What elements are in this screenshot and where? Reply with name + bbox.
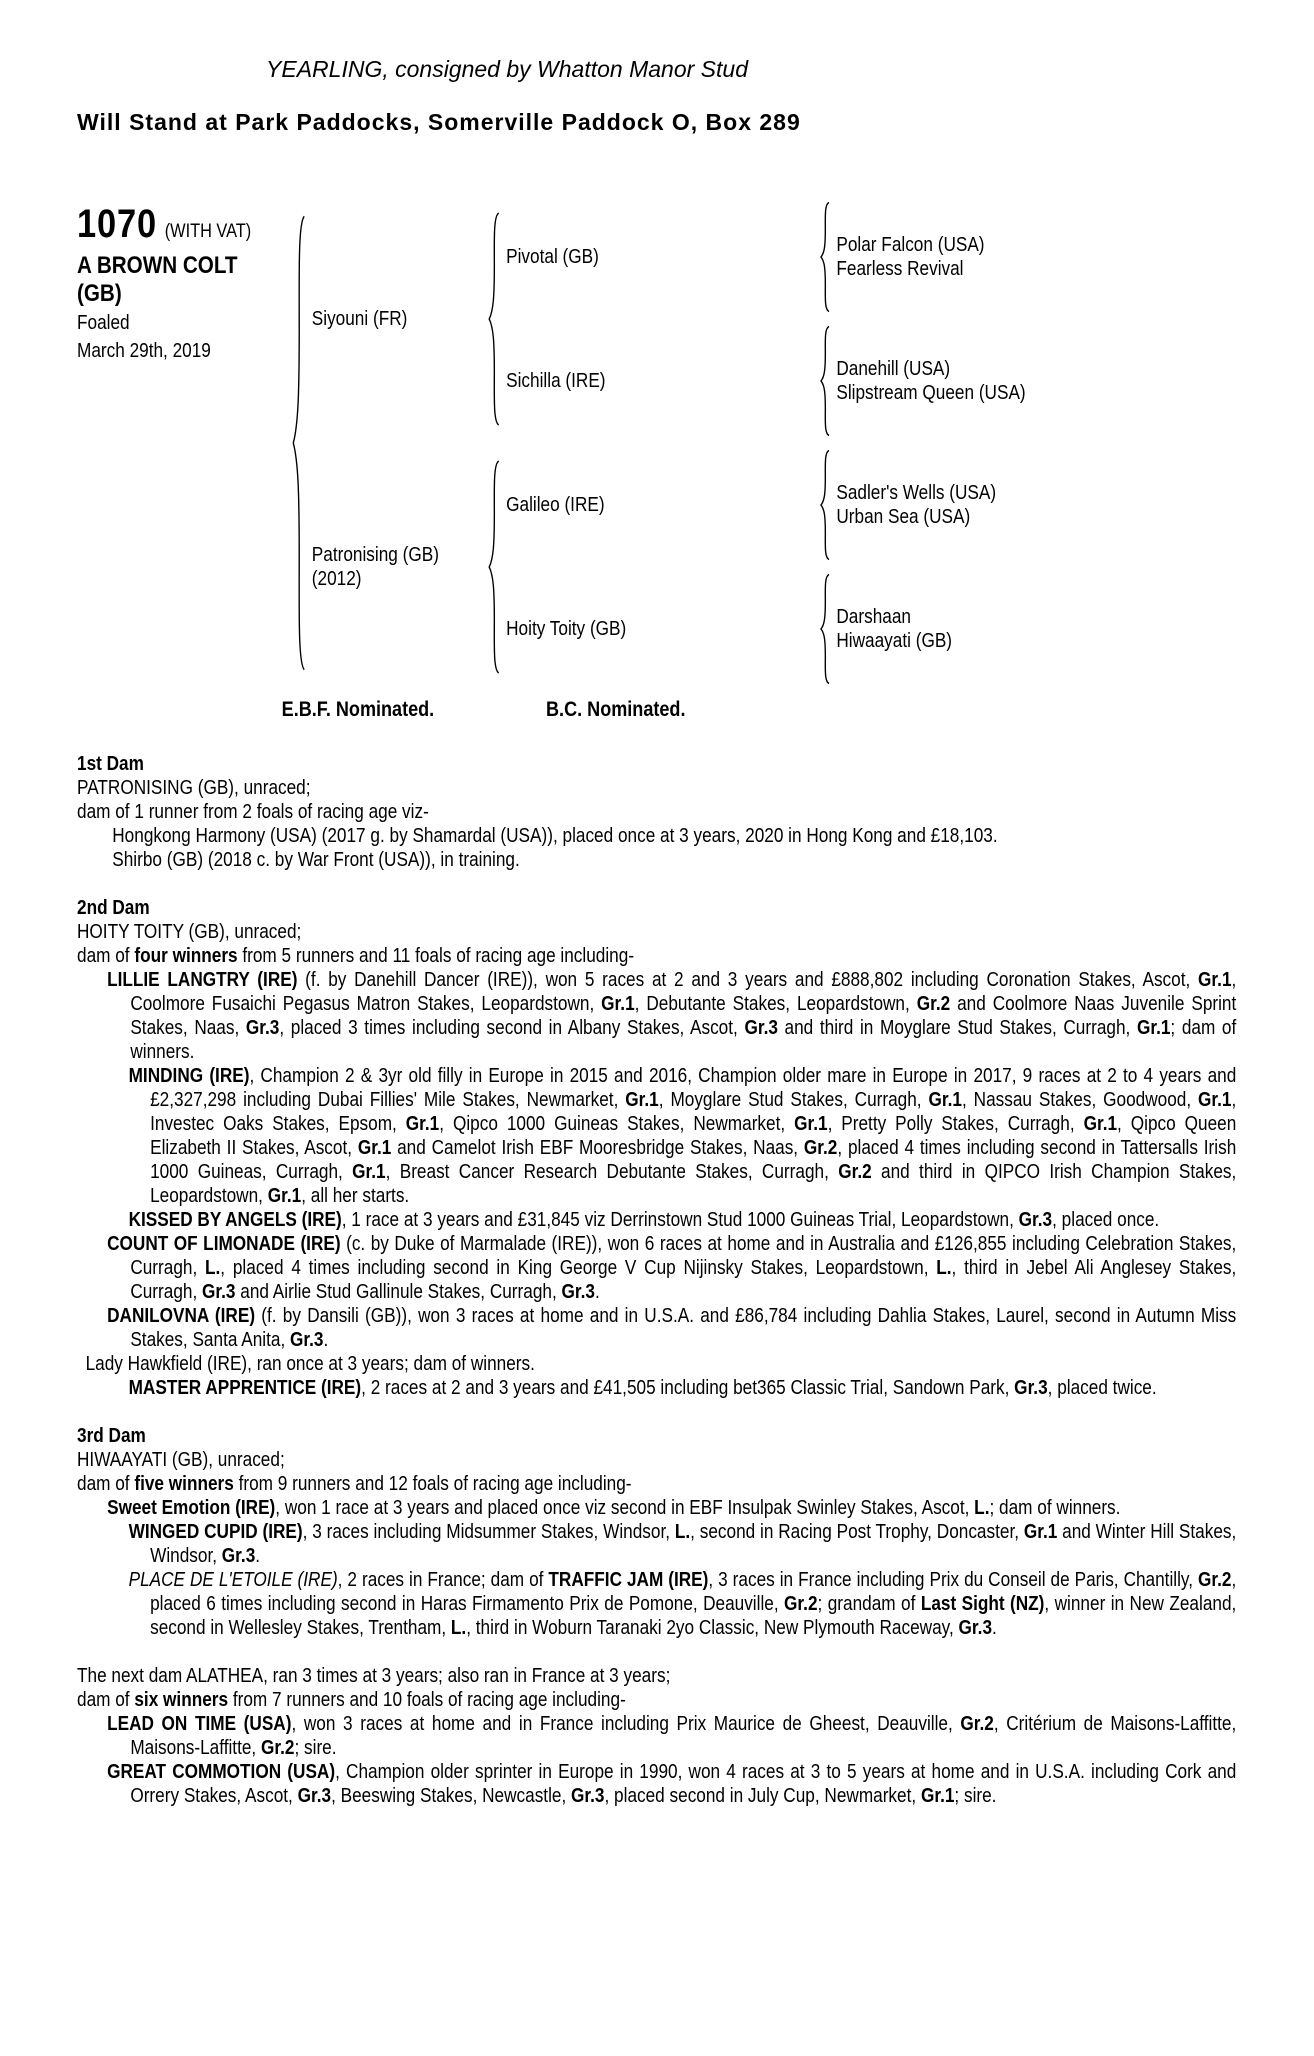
produce-line: dam of four winners from 5 runners and 11 foals of racing age including- <box>77 945 635 967</box>
ancestor-name: Urban Sea (USA) <box>836 506 971 528</box>
consignment-line: YEARLING, consigned by Whatton Manor Stud <box>266 56 748 82</box>
granddam-name: Sichilla (IRE) <box>506 370 606 392</box>
first-dam-section <box>77 752 1236 872</box>
pedigree-table <box>77 200 1236 686</box>
produce-line: dam of 1 runner from 2 foals of racing age viz- <box>77 801 429 823</box>
lot-info <box>77 200 292 686</box>
pedigree-brace-sire-icon <box>488 212 499 426</box>
sire-name: Siyouni (FR) <box>311 308 408 330</box>
damsire-name: Galileo (IRE) <box>506 494 605 516</box>
granddam-branch <box>506 324 1236 438</box>
ancestor-name: Danehill (USA) <box>836 358 951 380</box>
entry-lead-on-time: LEAD ON TIME (USA), won 3 races at home and in France including Prix Maurice de Gheest, Deauville, Gr.2, Critérium de Maisons-Laffitte, Maisons-Laffitte, Gr.2; sire. <box>107 1713 1237 1759</box>
content-column <box>77 200 1236 1808</box>
ancestor-name: Fearless Revival <box>836 258 964 280</box>
pedigree-brace-icon <box>820 326 829 436</box>
horse-description: A BROWN COLT <box>77 252 238 279</box>
pedigree-brace-gen1-icon <box>292 214 305 672</box>
entry-shirbo: Shirbo (GB) (2018 c. by War Front (USA)), in training. <box>112 849 520 871</box>
pedigree-brace-icon <box>820 450 829 560</box>
ebf-nominated: E.B.F. Nominated. <box>281 698 435 721</box>
second-dam-name: Hoity Toity (GB) <box>506 618 627 640</box>
catalogue-page <box>0 56 1314 1808</box>
ancestor-name: Darshaan <box>836 606 911 628</box>
dam-name-line: HOITY TOITY (GB), unraced; <box>77 921 302 943</box>
stand-location-line: Will Stand at Park Paddocks, Somerville Paddock O, Box 289 <box>77 109 801 135</box>
horse-country-suffix: (GB) <box>77 280 122 307</box>
third-dam-section <box>77 1424 1236 1640</box>
damsire-branch <box>506 448 1236 562</box>
entry-kissed-by-angels: KISSED BY ANGELS (IRE), 1 race at 3 years and £31,845 viz Derrinstown Stud 1000 Guineas Trial, Leopardstown, Gr.3, placed once. <box>128 1209 1160 1231</box>
ancestor-name: Hiwaayati (GB) <box>836 630 953 652</box>
section-heading: 2nd Dam <box>77 897 150 919</box>
second-dam-branch <box>506 572 1236 686</box>
dam-foaling-year: (2012) <box>311 568 362 590</box>
dam-name-line: PATRONISING (GB), unraced; <box>77 777 311 799</box>
bc-nominated: B.C. Nominated. <box>546 698 686 721</box>
entry-place-de-letoile: PLACE DE L'ETOILE (IRE), 2 races in France; dam of TRAFFIC JAM (IRE), 3 races in France including Prix du Conseil de Paris, Chantilly, Gr.2, placed 6 times including second in Haras Firmamento Prix de Pomone, Deauville, Gr.2; grandam of Last Sight (NZ), winner in New Zealand, second in Wellesley Stakes, Trentham, L., third in Woburn Taranaki 2yo Classic, New Plymouth Raceway, Gr.3. <box>128 1569 1237 1639</box>
entry-sweet-emotion: Sweet Emotion (IRE), won 1 race at 3 years and placed once viz second in EBF Insulpak Swinley Stakes, Ascot, L.; dam of winners. <box>107 1497 1121 1519</box>
entry-lillie-langtry: LILLIE LANGTRY (IRE) (f. by Danehill Dancer (IRE)), won 5 races at 2 and 3 years and £888,802 including Coronation Stakes, Ascot, Gr.1, Coolmore Fusaichi Pegasus Matron Stakes, Leopardstown, Gr.1, Debutante Stakes, Leopardstown, Gr.2 and Coolmore Naas Juvenile Sprint Stakes, Naas, Gr.3, placed 3 times including second in Albany Stakes, Ascot, Gr.3 and third in Moyglare Stud Stakes, Curragh, Gr.1; dam of winners. <box>107 969 1237 1063</box>
entry-master-apprentice: MASTER APPRENTICE (IRE), 2 races at 2 and 3 years and £41,505 including bet365 Classic Trial, Sandown Park, Gr.3, placed twice. <box>128 1377 1157 1399</box>
produce-line: dam of six winners from 7 runners and 10 foals of racing age including- <box>77 1689 626 1711</box>
pedigree-brace-dam-icon <box>488 460 499 674</box>
next-dam-intro: The next dam ALATHEA, ran 3 times at 3 years; also ran in France at 3 years; <box>77 1665 671 1687</box>
lot-number: 1070 <box>77 202 157 246</box>
produce-line: dam of five winners from 9 runners and 12 foals of racing age including- <box>77 1473 632 1495</box>
entry-winged-cupid: WINGED CUPID (IRE), 3 races including Midsummer Stakes, Windsor, L., second in Racing Post Trophy, Doncaster, Gr.1 and Winter Hill Stakes, Windsor, Gr.3. <box>128 1521 1237 1567</box>
section-heading: 1st Dam <box>77 753 144 775</box>
pedigree-brace-icon <box>820 202 829 312</box>
grandsire-branch <box>506 200 1236 314</box>
entry-danilovna: DANILOVNA (IRE) (f. by Dansili (GB)), won 3 races at home and in U.S.A. and £86,784 including Dahlia Stakes, Laurel, second in Autumn Miss Stakes, Santa Anita, Gr.3. <box>107 1305 1237 1351</box>
entry-minding: MINDING (IRE), Champion 2 & 3yr old filly in Europe in 2015 and 2016, Champion older mare in Europe in 2017, 9 races at 2 to 4 years and £2,327,298 including Dubai Fillies' Mile Stakes, Newmarket, Gr.1, Moyglare Stud Stakes, Curragh, Gr.1, Nassau Stakes, Goodwood, Gr.1, Investec Oaks Stakes, Epsom, Gr.1, Qipco 1000 Guineas Stakes, Newmarket, Gr.1, Pretty Polly Stakes, Curragh, Gr.1, Qipco Queen Elizabeth II Stakes, Ascot, Gr.1 and Camelot Irish EBF Mooresbridge Stakes, Naas, Gr.2, placed 4 times including second in Tattersalls Irish 1000 Guineas, Curragh, Gr.1, Breast Cancer Research Debutante Stakes, Curragh, Gr.2 and third in QIPCO Irish Champion Stakes, Leopardstown, Gr.1, all her starts. <box>128 1065 1237 1207</box>
entry-count-of-limonade: COUNT OF LIMONADE (IRE) (c. by Duke of Marmalade (IRE)), won 6 races at home and in Australia and £126,855 including Celebration Stakes, Curragh, L., placed 4 times including second in King George V Cup Nijinsky Stakes, Leopardstown, L., third in Jebel Ali Anglesey Stakes, Curragh, Gr.3 and Airlie Stud Gallinule Stakes, Curragh, Gr.3. <box>107 1233 1237 1303</box>
pedigree-brace-icon <box>820 574 829 684</box>
pedigree-tree <box>312 200 1237 686</box>
foaled-date: March 29th, 2019 <box>77 340 211 362</box>
section-heading: 3rd Dam <box>77 1425 146 1447</box>
ancestor-name: Slipstream Queen (USA) <box>836 382 1026 404</box>
entry-great-commotion: GREAT COMMOTION (USA), Champion older sprinter in Europe in 1990, won 4 races at 3 to 5 years at home and in U.S.A. including Cork and Orrery Stakes, Ascot, Gr.3, Beeswing Stakes, Newcastle, Gr.3, placed second in July Cup, Newmarket, Gr.1; sire. <box>107 1761 1237 1807</box>
second-dam-section <box>77 896 1236 1400</box>
ancestor-name: Sadler's Wells (USA) <box>836 482 997 504</box>
entry-lady-hawkfield: Lady Hawkfield (IRE), ran once at 3 years; dam of winners. <box>85 1353 535 1375</box>
ancestor-name: Polar Falcon (USA) <box>836 234 985 256</box>
dam-branch <box>312 448 1237 686</box>
grandsire-name: Pivotal (GB) <box>506 246 599 268</box>
next-dam-section <box>77 1664 1236 1808</box>
entry-hongkong-harmony: Hongkong Harmony (USA) (2017 g. by Shamardal (USA)), placed once at 3 years, 2020 in Hong Kong and £18,103. <box>112 825 998 847</box>
dam-name: Patronising (GB) (2012) <box>312 448 488 686</box>
nomination-line <box>282 698 1237 722</box>
foaled-label: Foaled <box>77 312 130 334</box>
sire-branch <box>312 200 1237 438</box>
vat-note: (WITH VAT) <box>164 221 252 242</box>
dam-name-line: HIWAAYATI (GB), unraced; <box>77 1449 285 1471</box>
